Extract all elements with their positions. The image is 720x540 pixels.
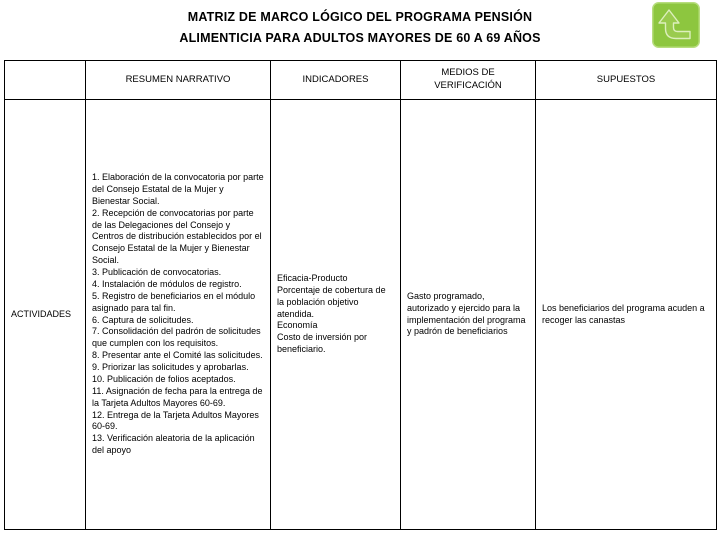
list-item: 5. Registro de beneficiarios en el módulo asignado para tal fin. [92,290,256,313]
header-row [5,61,717,100]
list-item: 8. Presentar ante el Comité las solicitudes. [92,350,263,361]
page-title-line2: ALIMENTICIA PARA ADULTOS MAYORES DE 60 A 69 AÑOS [179,31,541,45]
list-item: 3. Publicación de convocatorias. [92,267,222,277]
list-item: 13. Verificación aleatoria de la aplicación del apoyo [92,433,255,456]
cell-supuestos: Los beneficiarios del programa acuden a recoger las canastas [536,100,717,530]
header-empty [5,61,86,100]
page-title-line1: MATRIZ DE MARCO LÓGICO DEL PROGRAMA PENSIÓN [187,10,533,24]
list-item: 7. Consolidación del padrón de solicitudes que cumplen con los requisitos. [92,326,261,349]
page-title [0,7,720,49]
list-item: 12. Entrega de la Tarjeta Adultos Mayores 60-69. [92,409,259,432]
list-item: 11. Asignación de fecha para la entrega de la Tarjeta Adultos Mayores 60-69. [92,385,263,408]
logframe-table [4,60,717,530]
list-item: Economía [277,320,318,331]
header-resumen-narrativo: RESUMEN NARRATIVO [86,61,271,100]
table-row-actividades [5,100,717,530]
cell-medios-verificacion: Gasto programado, autorizado y ejercido para la implementación del programa y padrón de beneficiarios [401,100,536,530]
return-button[interactable] [652,2,700,48]
header-medios-verificacion: MEDIOS DE VERIFICACIÓN [401,61,536,100]
list-item: 2. Recepción de convocatorias por parte de las Delegaciones del Consejo y Centros de distribución establecidos por el Consejo Estatal de la Mujer y Bienestar Social. [92,207,262,266]
list-item: 10. Publicación de folios aceptados. [92,373,236,384]
list-item: 4. Instalación de módulos de registro. [92,278,242,289]
list-item: 9. Priorizar las solicitudes y aprobarlas. [92,362,249,372]
list-item: 6. Captura de solicitudes. [92,314,194,325]
list-item: Porcentaje de cobertura de la población objetivo atendida. [277,284,386,319]
list-item: Costo de inversión por beneficiario. [277,332,368,355]
cell-indicadores [271,100,401,530]
row-label-actividades: ACTIVIDADES [5,100,86,530]
list-item: 1. Elaboración de la convocatoria por parte del Consejo Estatal de la Mujer y Bienestar Social. [92,172,264,206]
list-item: Eficacia-Producto [277,272,348,283]
cell-resumen-narrativo [86,100,271,530]
return-arrow-icon [652,2,700,48]
header-indicadores: INDICADORES [271,61,401,100]
header-supuestos: SUPUESTOS [536,61,717,100]
